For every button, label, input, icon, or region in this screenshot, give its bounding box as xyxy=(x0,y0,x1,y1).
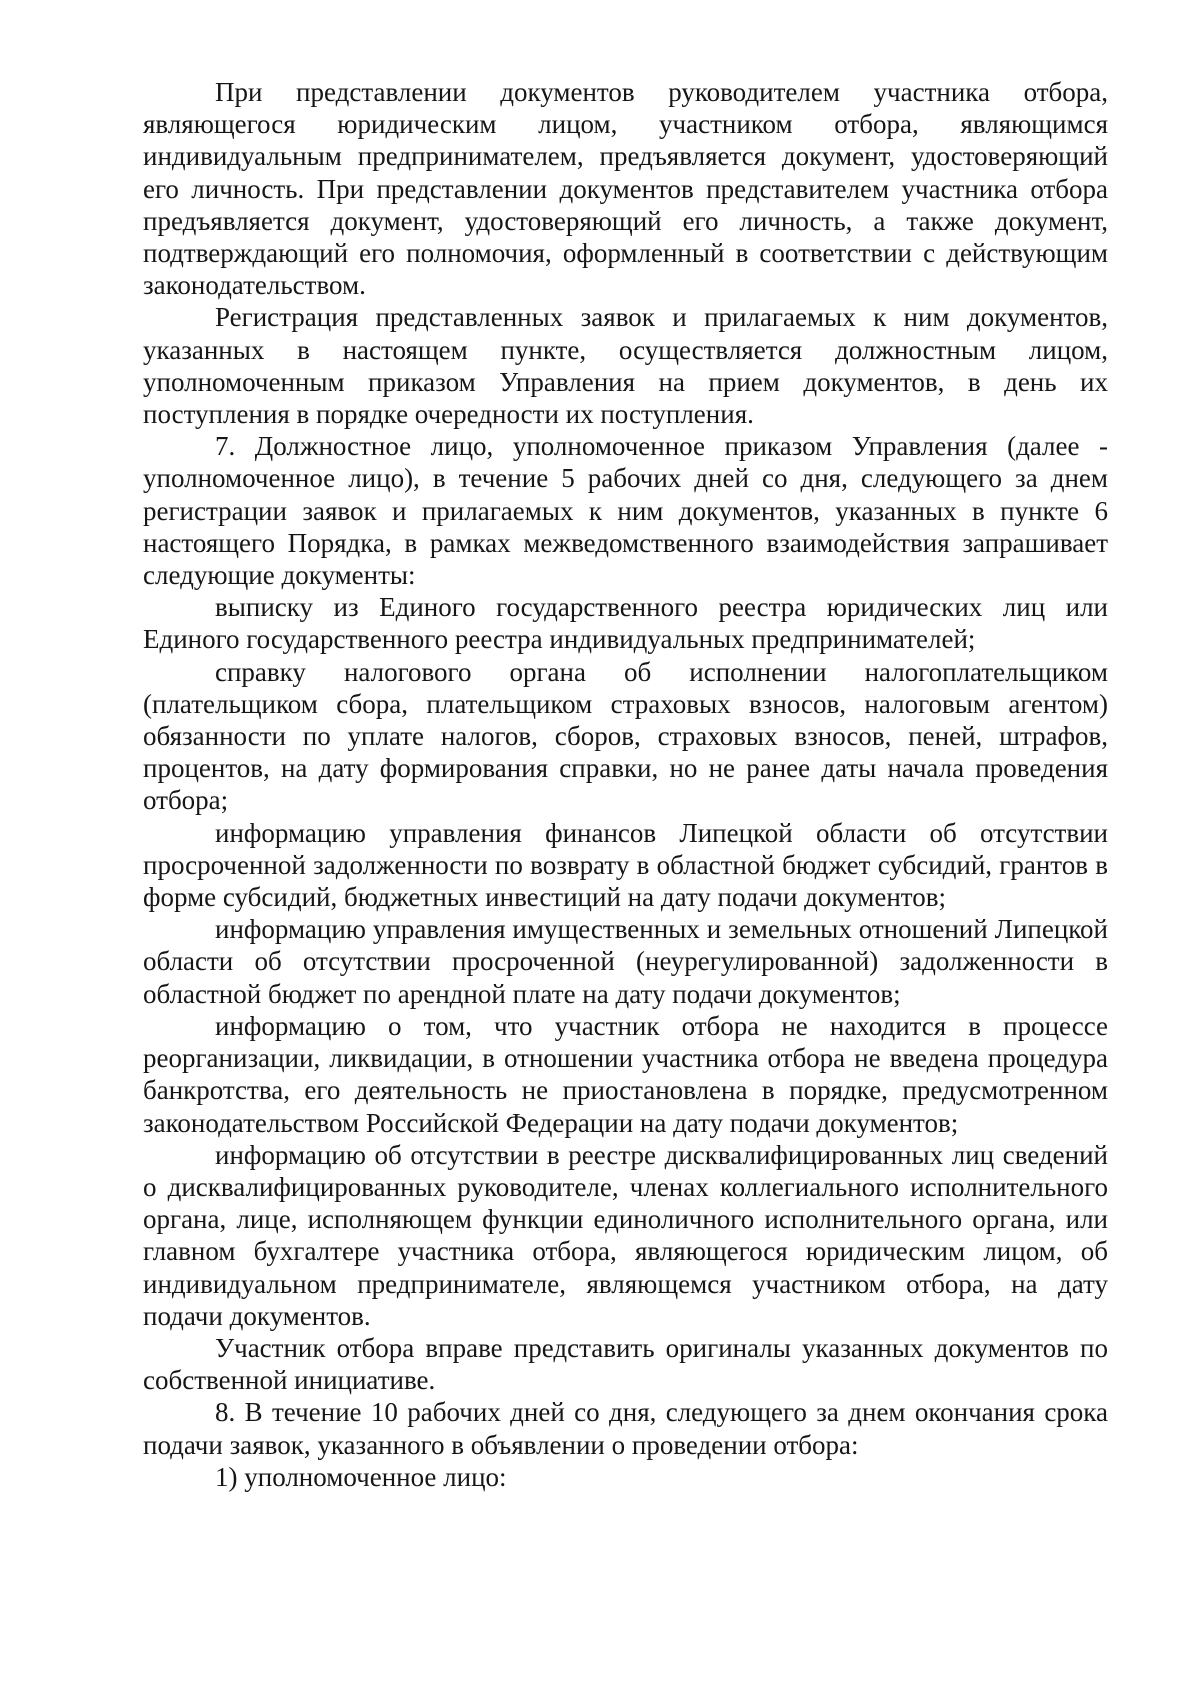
paragraph-clause-8: 8. В течение 10 рабочих дней со дня, следующего за днем окончания срока подачи заявок, указанного в объявлении о проведении отбора: xyxy=(143,1397,1108,1460)
document-body xyxy=(143,76,1108,1493)
paragraph-finance-info: информацию управления финансов Липецкой области об отсутствии просроченной задолженности по возврату в областной бюджет субсидий, грантов в форме субсидий, бюджетных инвестиций на дату подачи документов; xyxy=(143,817,1108,913)
paragraph-subclause-1: 1) уполномоченное лицо: xyxy=(215,1461,507,1492)
paragraph-disqualified-registry: информацию об отсутствии в реестре дисквалифицированных лиц сведений о дисквалифицированных руководителе, членах коллегиального исполнительного органа, лице, исполняющем функции единоличного исполнительного органа, или главном бухгалтере участника отбора, являющегося юридическим лицом, об индивидуальном предпринимателе, являющемся участником отбора, на дату подачи документов. xyxy=(143,1139,1108,1331)
paragraph-registration: Регистрация представленных заявок и прилагаемых к ним документов, указанных в настоящем пункте, осуществляется должностным лицом, уполномоченным приказом Управления на прием документов, в день их поступления в порядке очередности их поступления. xyxy=(143,302,1108,430)
paragraph-tax-certificate: справку налогового органа об исполнении налогоплательщиком (плательщиком сбора, плательщиком страховых взносов, налоговым агентом) обязанности по уплате налогов, сборов, страховых взносов, пеней, штрафов, процентов, на дату формирования справки, но не ранее даты начала проведения отбора; xyxy=(143,656,1108,816)
paragraph-clause-7: 7. Должностное лицо, уполномоченное приказом Управления (далее - уполномоченное лицо), в течение 5 рабочих дней со дня, следующего за днем регистрации заявок и прилагаемых к ним документов, указанных в пункте 6 настоящего Порядка, в рамках межведомственного взаимодействия запрашивает следующие документы: xyxy=(143,431,1108,591)
paragraph-property-info: информацию управления имущественных и земельных отношений Липецкой области об отсутствии просроченной (неурегулированной) задолженности в областной бюджет по арендной плате на дату подачи документов; xyxy=(143,914,1108,1009)
paragraph-identity-documents: При представлении документов руководителем участника отбора, являющегося юридическим лицом, участником отбора, являющимся индивидуальным предпринимателем, предъявляется документ, удостоверяющий его личность. При представлении документов представителем участника отбора предъявляется документ, удостоверяющий его личность, а также документ, подтверждающий его полномочия, оформленный в соответствии с действующим законодательством. xyxy=(143,77,1108,301)
paragraph-reorganization-info: информацию о том, что участник отбора не находится в процессе реорганизации, ликвидации, в отношении участника отбора не введена процедура банкротства, его деятельность не приостановлена в порядке, предусмотренном законодательством Российской Федерации на дату подачи документов; xyxy=(143,1010,1108,1138)
paragraph-originals: Участник отбора вправе представить оригиналы указанных документов по собственной инициативе. xyxy=(143,1332,1108,1396)
paragraph-registry-extract: выписку из Единого государственного реестра юридических лиц или Единого государственного реестра индивидуальных предпринимателей; xyxy=(143,592,1108,655)
